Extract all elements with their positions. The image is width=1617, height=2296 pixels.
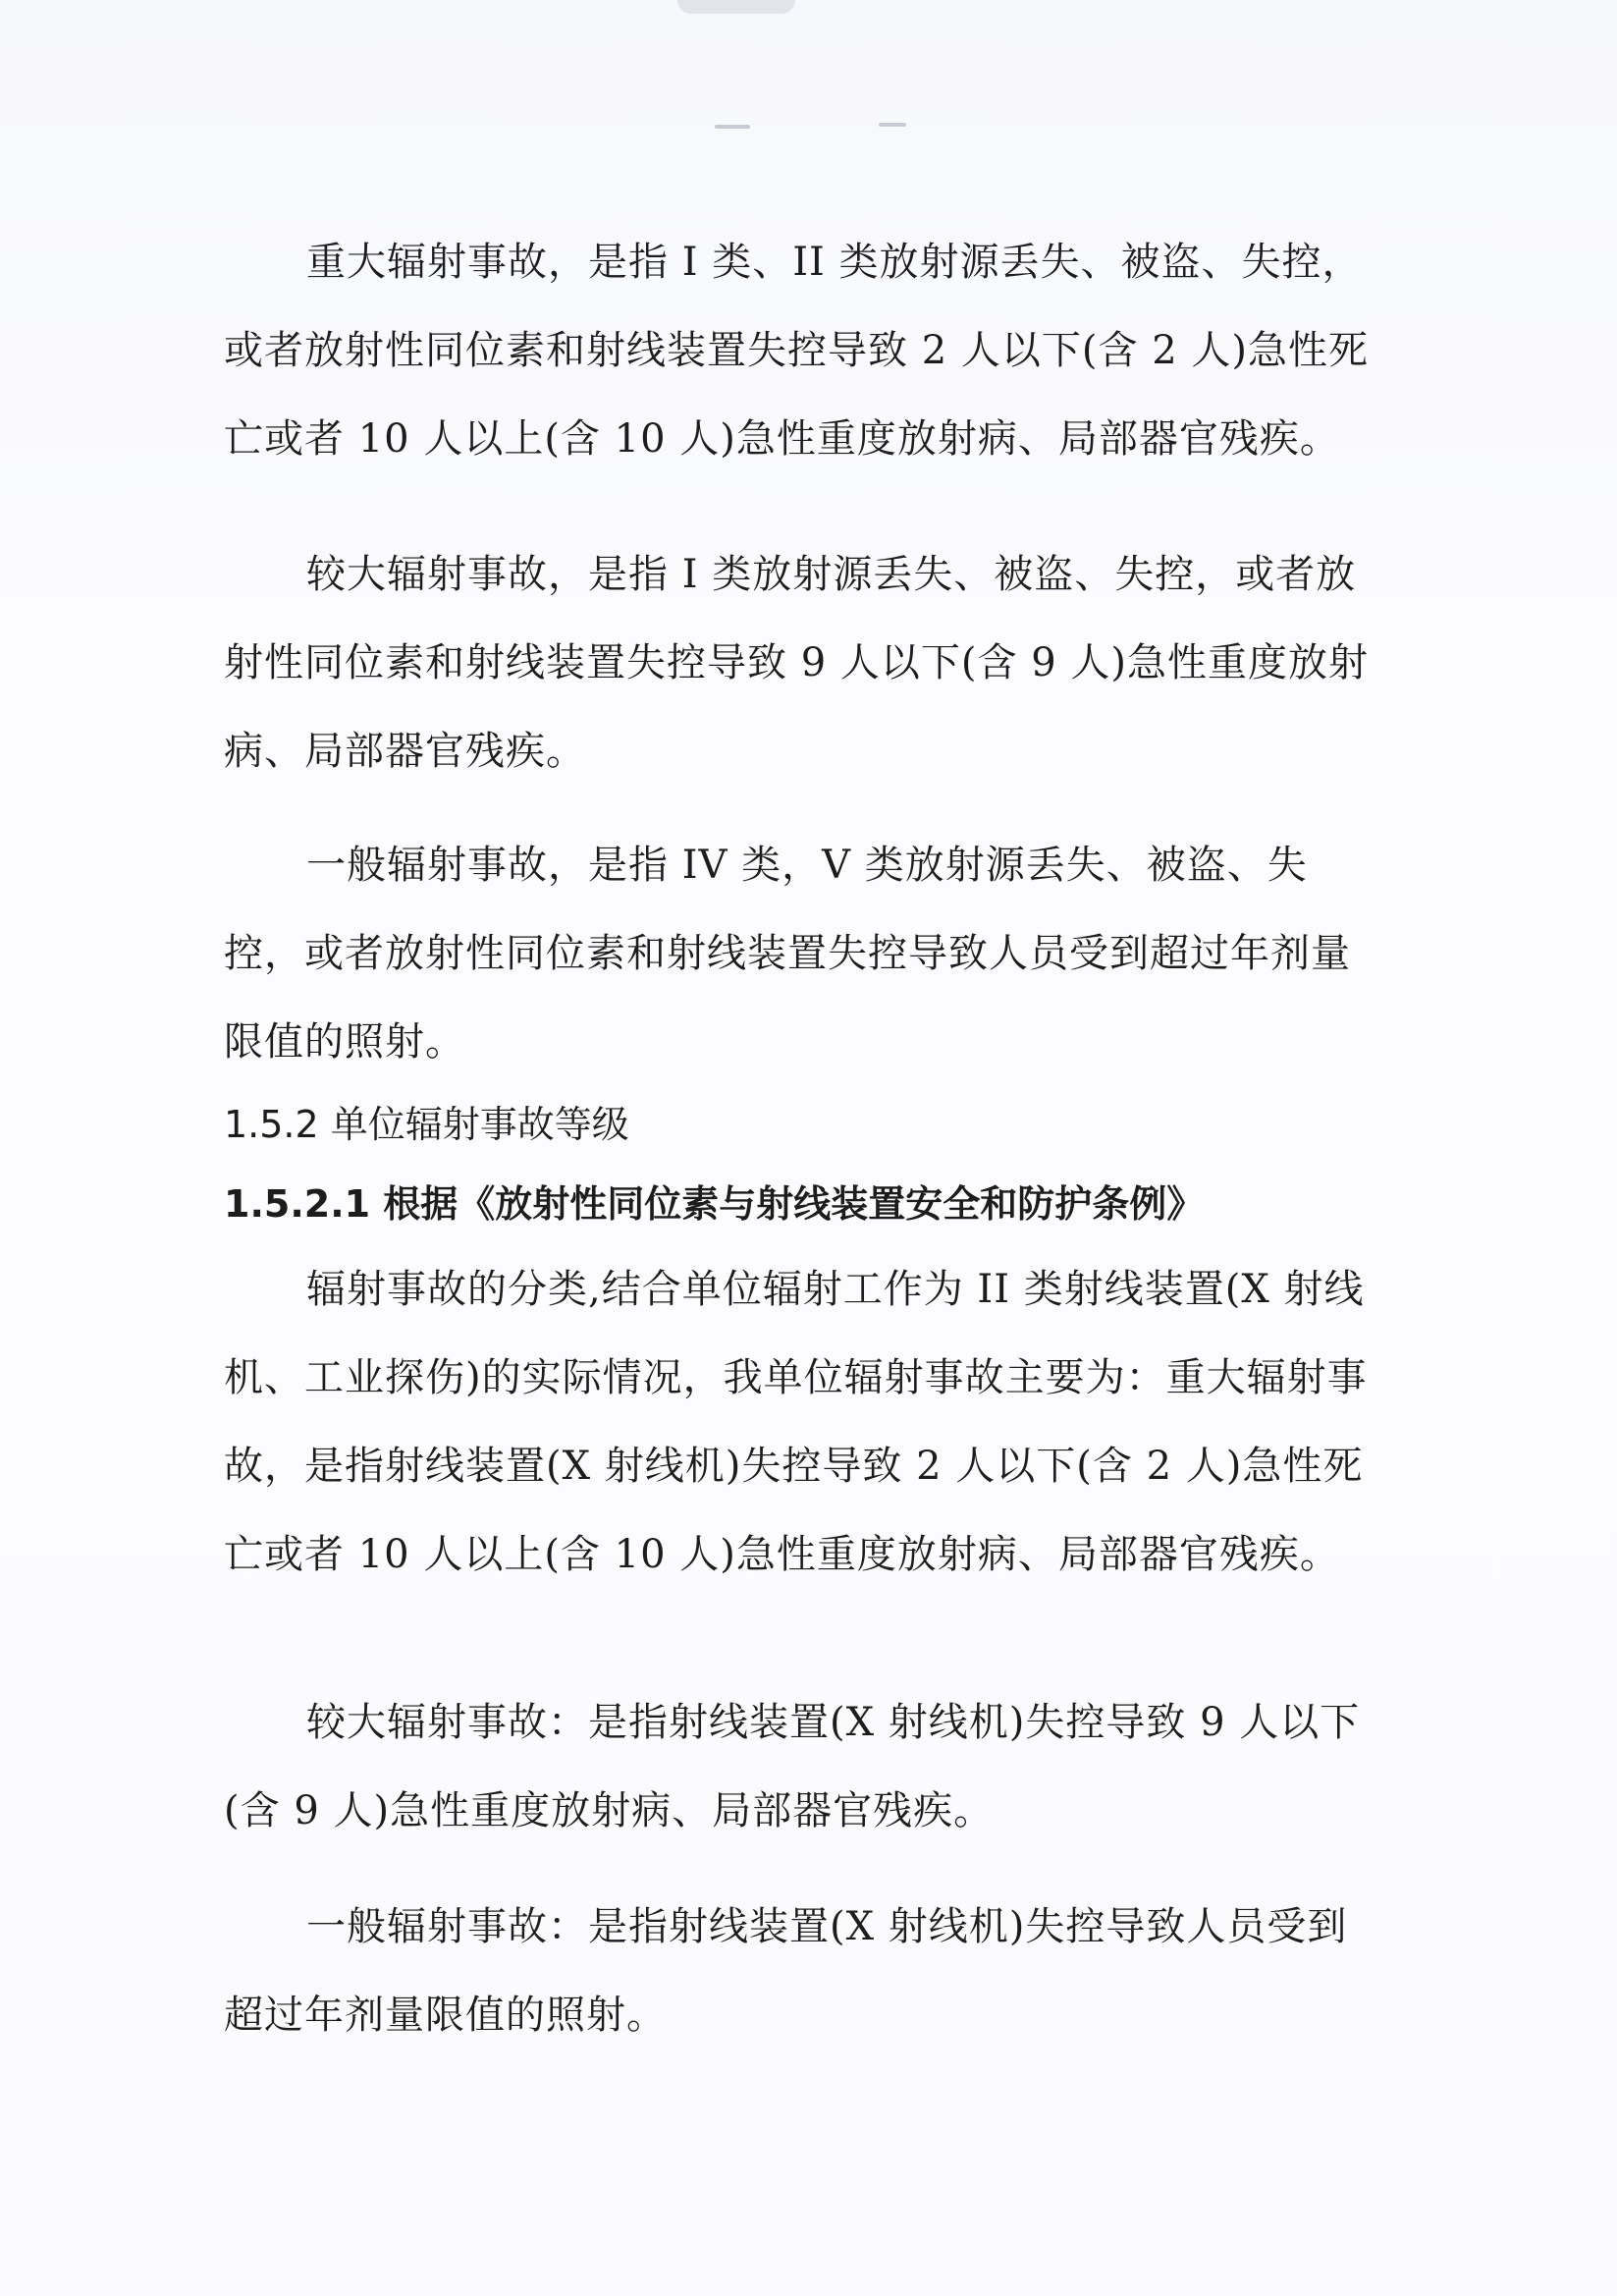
paragraph-larger-accident: 较大辐射事故，是指 I 类放射源丢失、被盗、失控，或者放射性同位素和射线装置失控导致 9 人以下(含 9 人)急性重度放射病、局部器官残疾。 xyxy=(224,552,1369,774)
paragraph-general-accident: 一般辐射事故，是指 IV 类，V 类放射源丢失、被盗、失控，或者放射性同位素和射线装置失控导致人员受到超过年剂量限值的照射。 xyxy=(224,843,1351,1065)
paragraph-major-accident: 重大辐射事故，是指 I 类、II 类放射源丢失、被盗、失控，或者放射性同位素和射线装置失控导致 2 人以下(含 2 人)急性死亡或者 10 人以上(含 10 人)急性重度放射病、局部器官残疾。 xyxy=(224,240,1369,462)
scan-artifact xyxy=(677,0,795,14)
paragraph-unit-general-accident: 一般辐射事故：是指射线装置(X 射线机)失控导致人员受到超过年剂量限值的照射。 xyxy=(224,1904,1348,2038)
scan-artifact-dash xyxy=(715,125,750,129)
paragraph-unit-larger-accident: 较大辐射事故：是指射线装置(X 射线机)失控导致 9 人以下(含 9 人)急性重度放射病、局部器官残疾。 xyxy=(224,1700,1361,1833)
section-heading: 1.5.2 单位辐射事故等级 xyxy=(224,1103,629,1146)
subsection-heading: 1.5.2.1 根据《放射性同位素与射线装置安全和防护条例》 xyxy=(224,1182,1205,1226)
paragraph-unit-classification: 辐射事故的分类,结合单位辐射工作为 II 类射线装置(X 射线机、工业探伤)的实际情况，我单位辐射事故主要为：重大辐射事故，是指射线装置(X 射线机)失控导致 2 人以下(含 2 人)急性死亡或者 10 人以上(含 10 人)急性重度放射病、局部器官残疾。 xyxy=(224,1267,1368,1577)
scan-artifact-dash xyxy=(879,123,906,127)
